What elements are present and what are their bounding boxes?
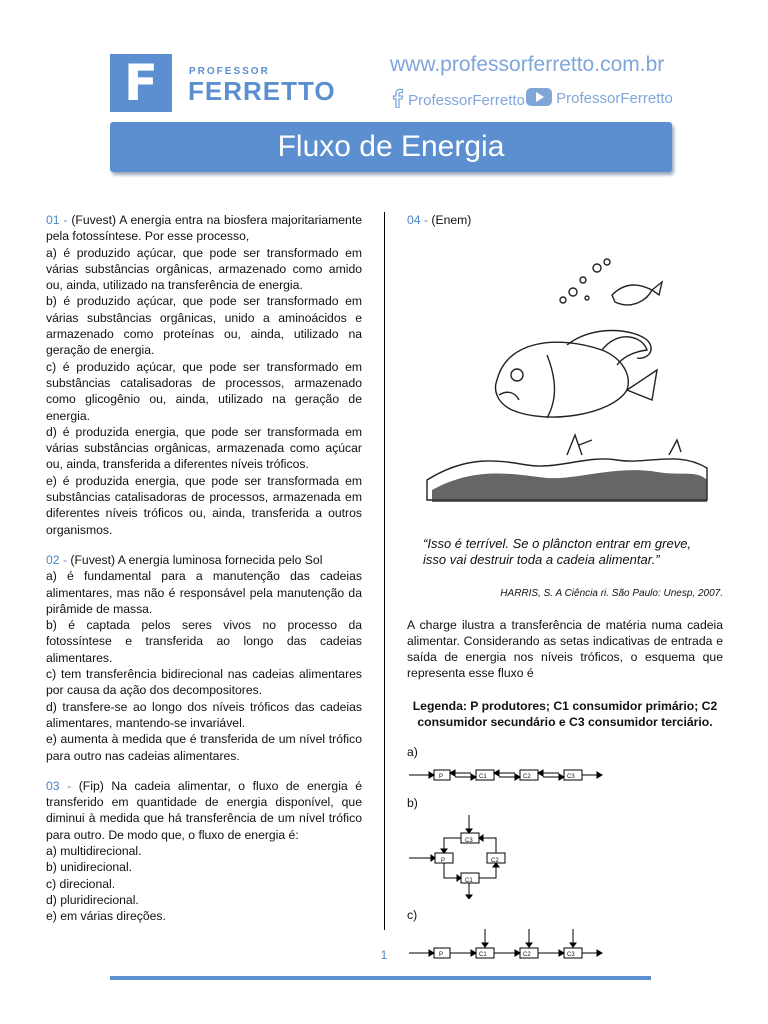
cartoon-illustration [407,240,723,530]
flow-diagram-a [407,765,607,785]
q4-stem: A charge ilustra a transferência de matéria numa cadeia alimentar. Considerando as setas indicativas de entrada e saída de energia nos níveis tróficos, o esquema que representa esse fluxo é [407,617,723,681]
q4-option-a-diagram [407,765,723,785]
question-2 [46,552,362,568]
caption-line-2: isso vai destruir toda a cadeia alimentar.” [423,552,660,568]
logo-big-text: FERRETTO [188,76,336,106]
q1-option-d: d) é produzida energia, que pode ser transformada em várias substâncias orgânicas, armazenada como açúcar ou, ainda, transferida a diferentes níveis tróficos. [46,424,362,472]
q2-option-a: a) é fundamental para a manutenção das cadeias alimentares, mas não é responsável pela manutenção da pirâmide de massa. [46,569,362,616]
question-stem: (Fuvest) A energia luminosa fornecida pelo Sol [70,552,323,567]
box-label-p: P [441,857,446,864]
question-number: 04 - [407,213,429,227]
youtube-link[interactable] [526,88,673,107]
caption-line-1: “Isso é terrível. Se o plâncton entrar em greve, [423,536,692,552]
legend-line-1: Legenda: P produtores; C1 consumidor primário; C2 [412,698,718,713]
q4-legend [407,698,723,731]
question-1 [46,212,362,245]
q1-option-a: a) é produzido açúcar, que pode ser transformado em várias substâncias orgânicas, armazenado como amido ou, ainda, utilizado na transferência de energia. [46,245,362,293]
q1-option-e: e) é produzida energia, que pode ser transformada em substâncias catalisadoras de processos, armazenada em diferentes níveis tróficos ou, ainda, transferida a outros organismos. [46,473,362,537]
q2-option-c: c) tem transferência bidirecional nas cadeias alimentares por causa da ação dos decompositores. [46,667,362,698]
footer-rule [110,976,651,980]
q4-option-c-label: c) [407,907,418,922]
q2-option-e: e) aumenta à medida que é transferida de um nível trófico para outro nas cadeias alimentares. [46,732,362,763]
box-label-c1: C1 [479,952,487,959]
question-number: 02 - [46,552,68,567]
question-4 [407,212,723,228]
question-number: 01 - [46,213,68,227]
box-label-c2: C2 [523,952,531,959]
q3-option-c: c) direcional. [46,876,116,891]
q1-option-b: b) é produzido açúcar, que pode ser transformado em várias substâncias orgânicas, unido a aminoácidos e armazenado como proteínas ou, ainda, utilizado na geração de energia. [46,294,362,358]
website-link[interactable]: www.professorferretto.com.br [390,53,665,76]
q3-option-a: a) multidirecional. [46,843,142,858]
page-title: Fluxo de Energia [277,130,505,163]
facebook-link[interactable] [390,88,525,109]
logo-letter: F [123,54,159,112]
q2-option-d: d) transfere-se ao longo dos níveis tróficos das cadeias alimentares, mantendo-se invariável. [46,699,362,730]
logo-mark [110,54,172,112]
logo-small-text: PROFESSOR [189,66,270,77]
box-label-c3: C3 [465,837,473,844]
box-label-c2: C2 [491,857,499,864]
box-label-c3: C3 [567,952,575,959]
q4-option-a-label: a) [407,745,418,760]
q3-option-e: e) em várias direções. [46,909,166,924]
box-label-c1: C1 [479,773,487,780]
box-label-c1: C1 [465,877,473,884]
left-column [46,212,362,924]
question-3 [46,778,362,843]
question-stem: (Fuvest) A energia entra na biosfera majoritariamente pela fotossíntese. Por esse processo, [46,213,362,244]
question-source: (Enem) [431,213,472,227]
youtube-icon [526,88,552,106]
facebook-handle: ProfessorFerretto [408,92,525,109]
q4-option-b-label: b) [407,795,418,810]
q4-option-b-diagram [407,815,723,899]
q1-option-c: c) é produzido açúcar, que pode ser transformado em substâncias catalisadoras de processos, armazenado como glicogênio ou, ainda, utilizado na geração de energia. [46,359,362,423]
cartoon-credit: HARRIS, S. A Ciência ri. São Paulo: Unesp, 2007. [500,588,723,600]
q2-option-b: b) é captada pelos seres vivos no processo da fotossíntese e transferida ao longo das cadeias alimentares. [46,618,362,665]
question-stem: (Fip) Na cadeia alimentar, o fluxo de energia é transferido em quantidade de energia disponível, que diminui à medida que há transferência de um nível trófico para outro. De modo que, o fluxo de energia é: [46,778,363,842]
youtube-handle: ProfessorFerretto [556,90,673,107]
question-number: 03 - [46,778,72,793]
q3-option-d: d) pluridirecional. [46,892,139,907]
q3-option-b: b) unidirecional. [46,860,133,875]
page-number: 1 [380,948,388,962]
right-column [407,212,723,963]
box-label-c2: C2 [523,773,531,780]
fish-cartoon [407,240,723,585]
column-divider [384,212,385,930]
box-label-p: P [439,773,444,780]
cartoon-caption [423,536,691,568]
facebook-icon [390,88,404,108]
box-label-p: P [439,952,444,959]
legend-line-2: consumidor secundário e C3 consumidor terciário. [417,715,713,730]
box-label-c3: C3 [567,773,575,780]
page-title-banner [110,122,672,172]
